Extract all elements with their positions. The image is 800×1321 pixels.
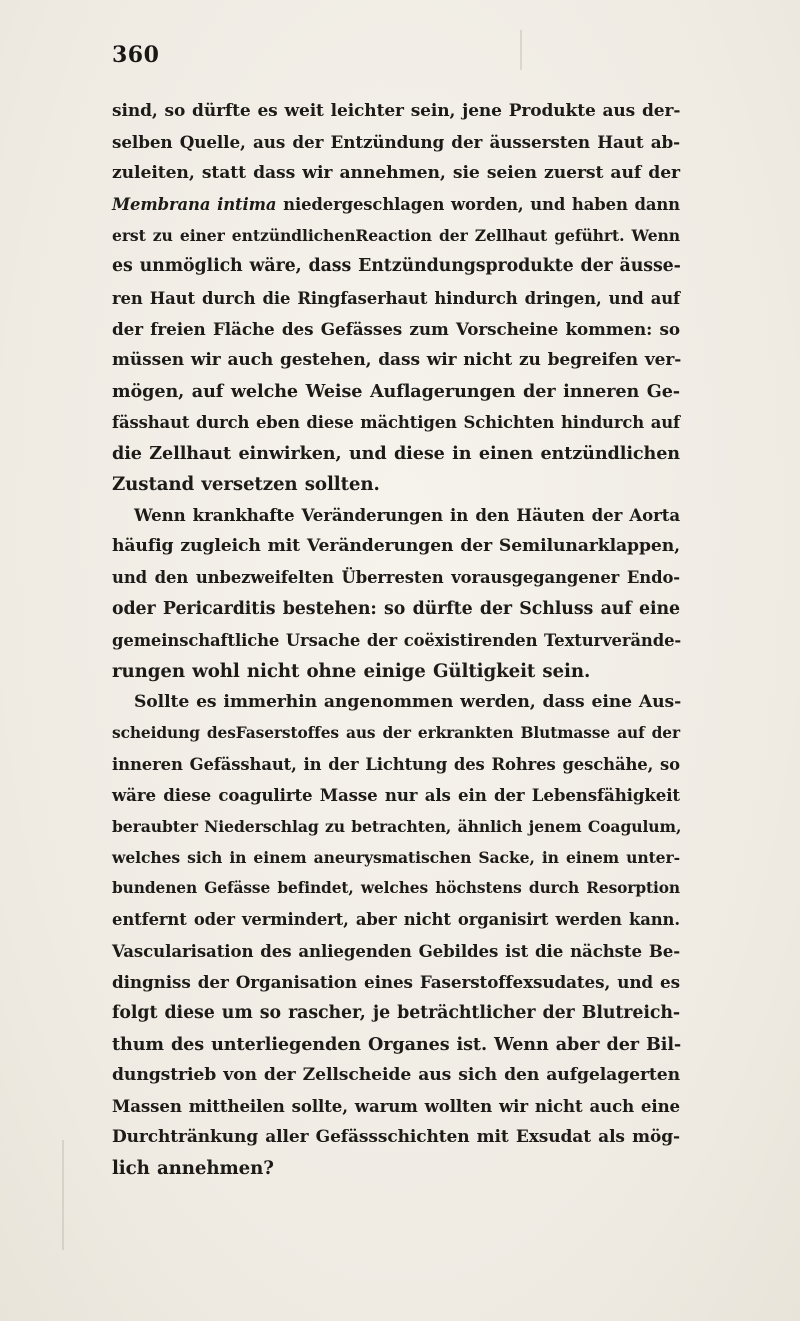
text-line: wäre diese coagulirte Masse nur als ein der Lebensfähigkeit — [112, 785, 680, 806]
latin-term: Membrana intima — [112, 195, 277, 215]
page-number: 360 — [112, 42, 160, 68]
text-line: sind, so dürfte es weit leichter sein, jene Produkte aus der- — [112, 101, 681, 121]
text-line: der freien Fläche des Gefässes zum Vorscheine kommen: so — [112, 318, 680, 339]
text-line: welches sich in einem aneurysmatischen Sacke, in einem unter- — [112, 848, 680, 868]
body-text — [112, 96, 680, 1184]
text-line: beraubter Niederschlag zu betrachten, ähnlich jenem Coagulum, — [112, 817, 682, 837]
text-line: scheidung desFaserstoffes aus der erkrankten Blutmasse auf der — [112, 723, 680, 742]
page-margin-mark — [62, 1140, 64, 1250]
text-line: dingniss der Organisation eines Faserstoffexsudates, und es — [112, 971, 680, 992]
text-line: erst zu einer entzündlichenReaction der Zellhaut geführt. Wenn — [112, 226, 680, 246]
text-line: es unmöglich wäre, dass Entzündungsprodukte der äusse- — [112, 256, 681, 277]
text-line: rungen wohl nicht ohne einige Gültigkeit sein. — [112, 660, 591, 682]
text-line: Durchtränkung aller Gefässschichten mit Exsudat als mög- — [112, 1127, 680, 1148]
text-line: dungstrieb von der Zellscheide aus sich den aufgelagerten — [112, 1064, 680, 1085]
text-line: mögen, auf welche Weise Auflagerungen der inneren Ge- — [112, 380, 680, 402]
text-line: entfernt oder vermindert, aber nicht organisirt werden kann. — [112, 910, 680, 930]
text-line: fässhaut durch eben diese mächtigen Schichten hindurch auf — [112, 412, 681, 432]
text-line: Massen mittheilen sollte, warum wollten wir nicht auch eine — [112, 1096, 680, 1116]
text-line: die Zellhaut einwirken, und diese in einen entzündlichen — [112, 443, 680, 465]
text-line: zuleiten, statt dass wir annehmen, sie seien zuerst auf der — [112, 163, 680, 184]
text-line: häufig zugleich mit Veränderungen der Semilunarklappen, — [112, 536, 681, 557]
text-line: thum des unterliegenden Organes ist. Wenn aber der Bil- — [112, 1033, 682, 1055]
text-line: bundenen Gefässe befindet, welches höchstens durch Resorption — [112, 879, 680, 898]
page-margin-mark — [520, 30, 522, 70]
text-line: Vascularisation des anliegenden Gebildes ist die nächste Be- — [112, 940, 680, 961]
text-line: müssen wir auch gestehen, dass wir nicht zu begreifen ver- — [112, 349, 682, 370]
text-line: oder Pericarditis bestehen: so dürfte der Schluss auf eine — [112, 598, 680, 619]
text-line: inneren Gefässhaut, in der Lichtung des Rohres geschähe, so — [112, 754, 680, 774]
text-line: gemeinschaftliche Ursache der coëxistirenden Texturverände- — [112, 630, 682, 650]
text-line: lich annehmen? — [112, 1158, 274, 1180]
text-line: und den unbezweifelten Überresten vorausgegangener Endo- — [112, 568, 680, 588]
text-line: ren Haut durch die Ringfaserhaut hindurch dringen, und auf — [112, 288, 680, 308]
text-line: selben Quelle, aus der Entzündung der äussersten Haut ab- — [112, 132, 680, 153]
text-line: Membrana intima niedergeschlagen worden, und haben dann — [112, 195, 681, 215]
text-line: folgt diese um so rascher, je beträchtlicher der Blutreich- — [112, 1002, 680, 1023]
text-line: Zustand versetzen sollten. — [112, 474, 380, 496]
text-line: Wenn krankhafte Veränderungen in den Häuten der Aorta — [134, 505, 680, 526]
text-line: Sollte es immerhin angenommen werden, dass eine Aus- — [134, 691, 682, 712]
